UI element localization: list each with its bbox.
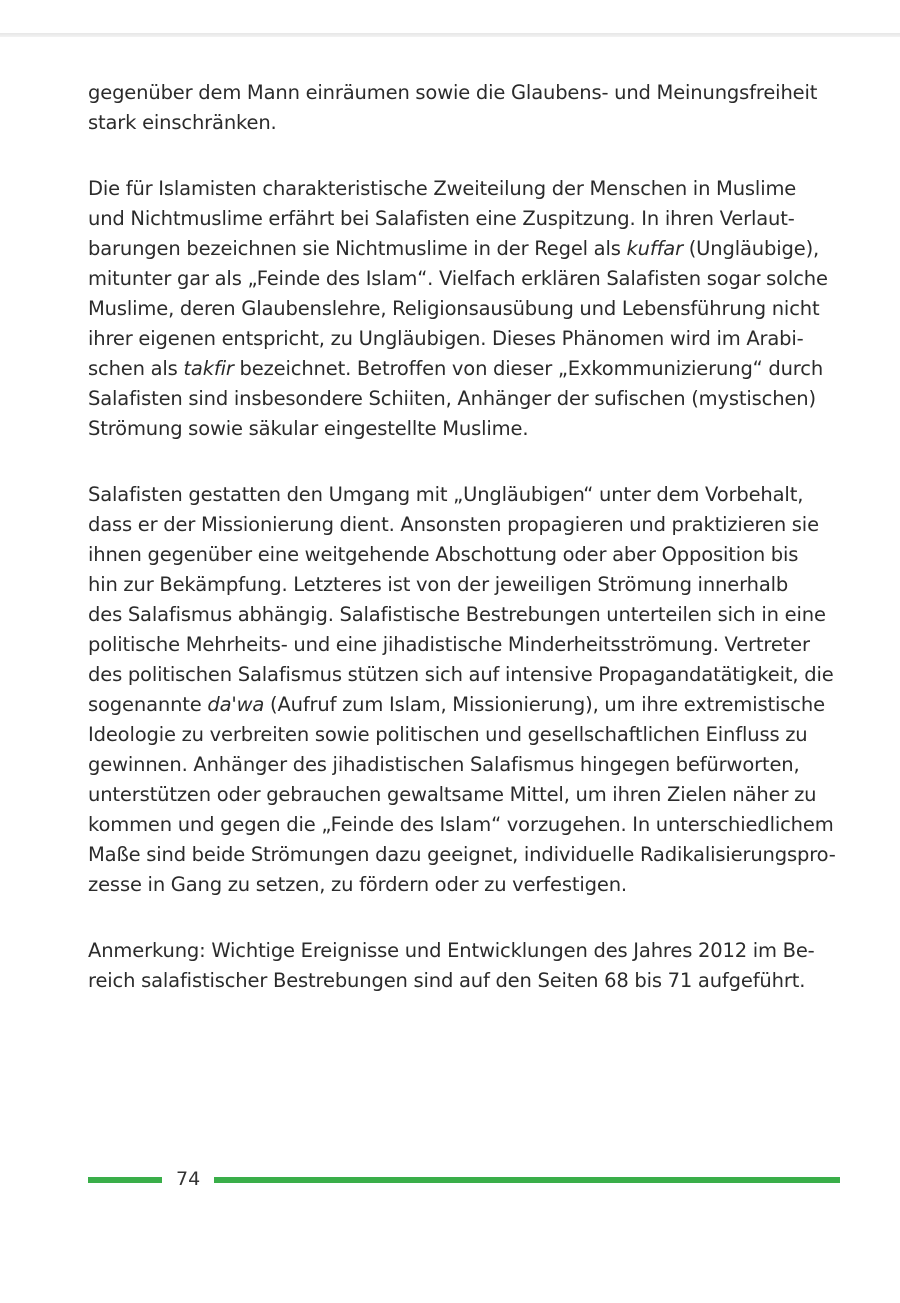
- text-line: schen als takfir bezeichnet. Betroffen von dieser „Exkommunizierung“ durch: [88, 357, 824, 380]
- paragraph-2: [88, 174, 828, 444]
- text-line: unterstützen oder gebrauchen gewaltsame Mittel, um ihren Zielen näher zu: [88, 783, 817, 806]
- text-line: Maße sind beide Strömungen dazu geeignet, individuelle Radikalisierungspro-: [88, 843, 836, 866]
- text-line: gewinnen. Anhänger des jihadistischen Salafismus hingegen befürworten,: [88, 753, 800, 776]
- page-footer: [88, 1166, 840, 1192]
- text-line: Anmerkung: Wichtige Ereignisse und Entwicklungen des Jahres 2012 im Be-: [88, 939, 815, 962]
- text-line: des Salafismus abhängig. Salafistische Bestrebungen unterteilen sich in eine: [88, 603, 826, 626]
- text-line: ihrer eigenen entspricht, zu Ungläubigen. Dieses Phänomen wird im Arabi-: [88, 327, 804, 350]
- italic-term: kuffar: [626, 237, 683, 260]
- text-line: gegenüber dem Mann einräumen sowie die Glaubens- und Meinungsfreiheit: [88, 81, 818, 104]
- text-line: politische Mehrheits- und eine jihadistische Minderheitsströmung. Vertreter: [88, 633, 810, 656]
- italic-term: takfir: [183, 357, 234, 380]
- footer-bar-right: [214, 1177, 840, 1183]
- page-body: [88, 78, 836, 1032]
- text-line: dass er der Missionierung dient. Ansonsten propagieren und praktizieren sie: [88, 513, 819, 536]
- text-line: kommen und gegen die „Feinde des Islam“ vorzugehen. In unterschiedlichem: [88, 813, 834, 836]
- text-line: barungen bezeichnen sie Nichtmuslime in der Regel als kuffar (Ungläubige),: [88, 237, 820, 260]
- text-line: zesse in Gang zu setzen, zu fördern oder zu verfestigen.: [88, 873, 627, 896]
- text-line: ihnen gegenüber eine weitgehende Abschottung oder aber Opposition bis: [88, 543, 799, 566]
- text-line: stark einschränken.: [88, 111, 277, 134]
- text-line: Ideologie zu verbreiten sowie politischen und gesellschaftlichen Einfluss zu: [88, 723, 808, 746]
- text-line: Muslime, deren Glaubenslehre, Religionsausübung und Lebensführung nicht: [88, 297, 820, 320]
- text-line: Salafisten gestatten den Umgang mit „Ungläubigen“ unter dem Vorbehalt,: [88, 483, 804, 506]
- text-line: mitunter gar als „Feinde des Islam“. Vielfach erklären Salafisten sogar solche: [88, 267, 828, 290]
- text-line: Die für Islamisten charakteristische Zweiteilung der Menschen in Muslime: [88, 177, 797, 200]
- footer-bar-left: [88, 1177, 162, 1183]
- paragraph-4: [88, 936, 818, 996]
- text-line: und Nichtmuslime erfährt bei Salafisten eine Zuspitzung. In ihren Verlaut-: [88, 207, 795, 230]
- text-line: hin zur Bekämpfung. Letzteres ist von der jeweiligen Strömung innerhalb: [88, 573, 789, 596]
- paragraph-3: [88, 480, 836, 900]
- text-line: des politischen Salafismus stützen sich auf intensive Propagandatätigkeit, die: [88, 663, 834, 686]
- italic-term: da'wa: [207, 693, 265, 716]
- text-line: reich salafistischer Bestrebungen sind auf den Seiten 68 bis 71 aufgeführt.: [88, 969, 806, 992]
- top-scan-rule: [0, 33, 900, 37]
- paragraph-1: [88, 78, 818, 138]
- page-number: 74: [176, 1168, 201, 1190]
- text-line: Salafisten sind insbesondere Schiiten, Anhänger der sufischen (mystischen): [88, 387, 816, 410]
- text-line: sogenannte da'wa (Aufruf zum Islam, Missionierung), um ihre extremistische: [88, 693, 825, 716]
- text-line: Strömung sowie säkular eingestellte Muslime.: [88, 417, 529, 440]
